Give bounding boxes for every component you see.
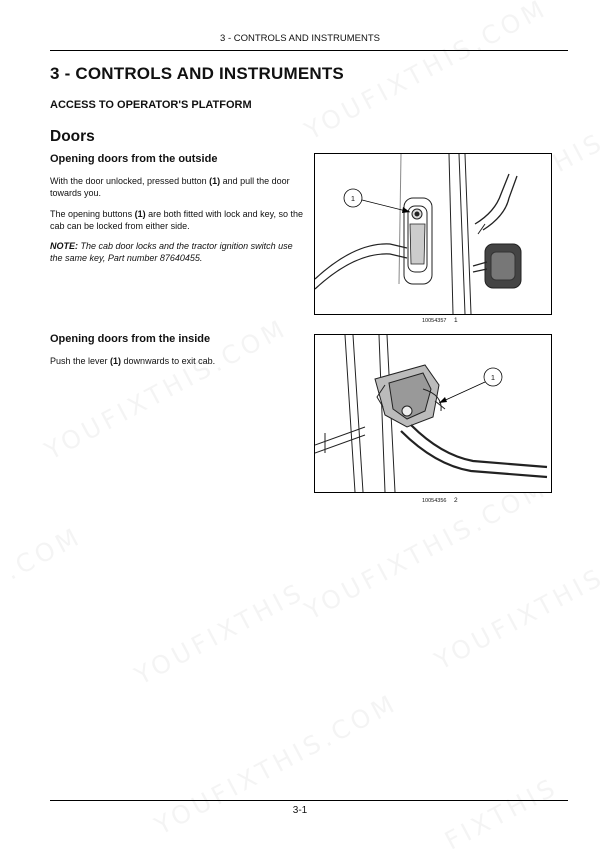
figure-outside-door-handle <box>314 153 552 315</box>
figure-2-callout: 1 <box>490 373 496 382</box>
chapter-title: 3 - CONTROLS AND INSTRUMENTS <box>50 64 344 83</box>
outside-heading: Opening doors from the outside <box>50 153 218 165</box>
outside-paragraph-2: The opening buttons (1) are both fitted with lock and key, so the cab can be locked from either side. <box>50 209 303 231</box>
inside-paragraph-1: Push the lever (1) downwards to exit cab. <box>50 356 216 366</box>
inside-lever-illustration <box>315 335 551 492</box>
figure-1-number: 1 <box>454 317 458 324</box>
figure-2-ref-code: 10054356 <box>422 498 447 504</box>
footer-rule <box>50 800 568 801</box>
inside-heading: Opening doors from the inside <box>50 333 211 345</box>
figure-2-number: 2 <box>454 497 458 504</box>
header-rule <box>50 50 568 51</box>
section-title: ACCESS TO OPERATOR'S PLATFORM <box>50 99 252 111</box>
door-handle-illustration <box>315 154 551 314</box>
figure-inside-lever <box>314 334 552 493</box>
page-number: 3-1 <box>292 805 308 816</box>
watermark <box>130 577 309 691</box>
watermark <box>300 473 552 626</box>
watermark <box>0 521 87 585</box>
subsection-title: Doors <box>50 128 95 145</box>
outside-note: NOTE: The cab door locks and the tractor ignition switch use the same key, Part number 87640455. <box>50 241 293 263</box>
outside-paragraph-1: With the door unlocked, pressed button (1) and pull the door towards you. <box>50 176 290 198</box>
watermark <box>430 562 600 676</box>
watermark <box>150 688 402 841</box>
running-header: 3 - CONTROLS AND INSTRUMENTS <box>220 33 380 44</box>
figure-1-callout: 1 <box>350 194 356 203</box>
figure-1-ref-code: 10054357 <box>422 318 447 324</box>
